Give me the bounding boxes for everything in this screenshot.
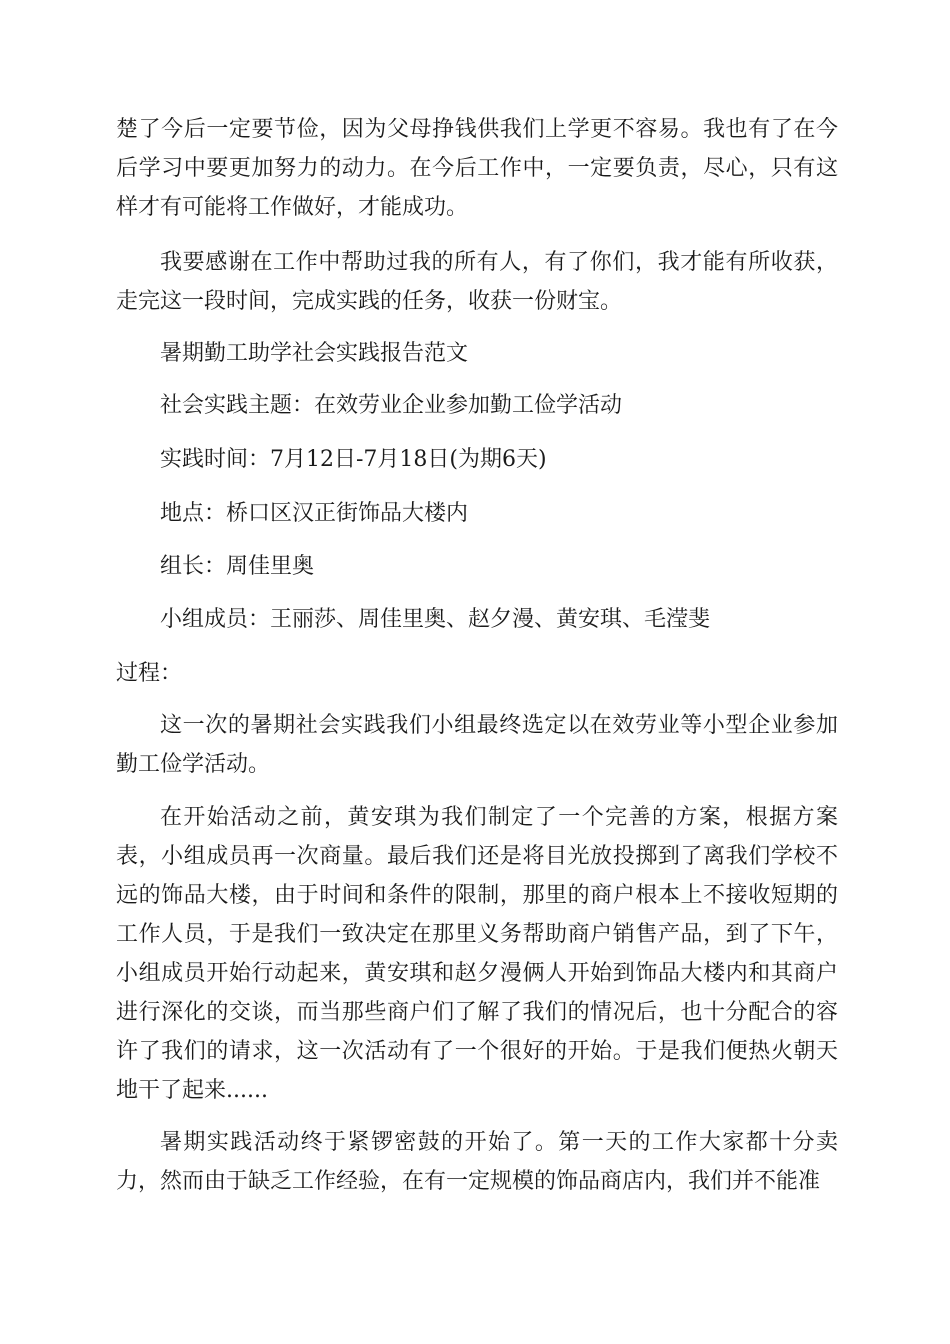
paragraph-first-day: 暑期实践活动终于紧锣密鼓的开始了。第一天的工作大家都十分卖力，然而由于缺乏工作经验，在有一定规模的饰品商店内，我们并不能准 <box>116 1130 838 1194</box>
practice-theme: 社会实践主题：在效劳业企业参加勤工俭学活动 <box>160 393 623 418</box>
paragraph-process-detail: 在开始活动之前，黄安琪为我们制定了一个完善的方案，根据方案表，小组成员再一次商量。最后我们还是将目光放投掷到了离我们学校不远的饰品大楼，由于时间和条件的限制，那里的商户根本上不接收短期的工作人员，于是我们一致决定在那里义务帮助商户销售产品，到了下午，小组成员开始行动起来，黄安琪和赵夕漫俩人开始到饰品大楼内和其商户进行深化的交谈，而当那些商户们了解了我们的情况后，也十分配合的容许了我们的请求，这一次活动有了一个很好的开始。于是我们便热火朝天地干了起来...... <box>116 805 838 1103</box>
paragraph-process-intro: 这一次的暑期社会实践我们小组最终选定以在效劳业等小型企业参加勤工俭学活动。 <box>116 713 838 777</box>
practice-location: 地点：桥口区汉正街饰品大楼内 <box>160 501 469 526</box>
group-leader: 组长：周佳里奥 <box>160 554 315 579</box>
paragraph-continuation: 楚了今后一定要节俭，因为父母挣钱供我们上学更不容易。我也有了在今后学习中要更加努力的动力。在今后工作中，一定要负责，尽心，只有这样才有可能将工作做好，才能成功。 <box>116 117 838 220</box>
process-heading: 过程： <box>116 661 183 686</box>
report-title: 暑期勤工助学社会实践报告范文 <box>160 341 469 366</box>
paragraph-thanks: 我要感谢在工作中帮助过我的所有人，有了你们，我才能有所收获，走完这一段时间，完成实践的任务，收获一份财宝。 <box>116 250 838 314</box>
group-members: 小组成员：王丽莎、周佳里奥、赵夕漫、黄安琪、毛滢斐 <box>160 607 711 632</box>
practice-time: 实践时间：7月12日-7月18日(为期6天) <box>160 447 547 472</box>
